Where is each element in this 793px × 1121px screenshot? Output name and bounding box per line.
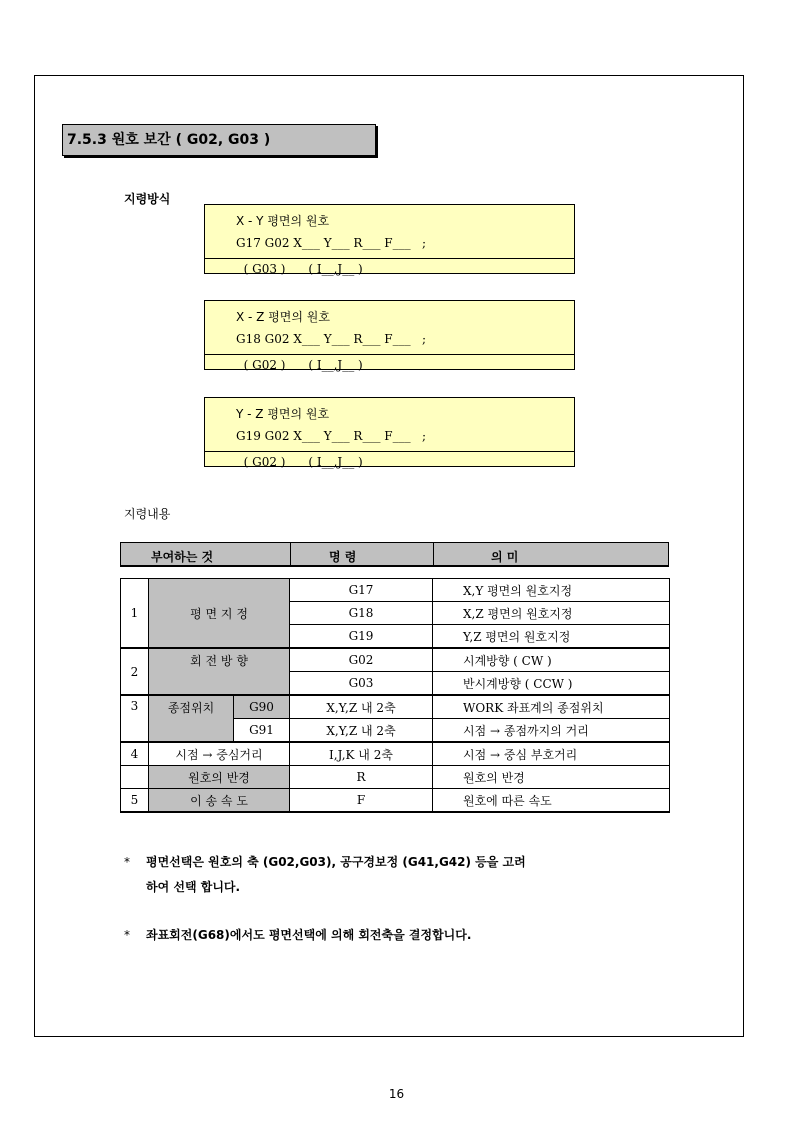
command-content-label: 지령내용 [124,507,171,521]
command-cell: R [290,766,433,789]
command-cell: G17 [290,579,433,602]
table-row [121,648,670,672]
row-label: 종점위치 [149,695,234,742]
format-box-plane: X - Y 평면의 원호 [236,214,330,228]
sub-label-cell: G90 [234,695,290,719]
format-box-yz [204,397,575,467]
command-cell: X,Y,Z 내 2축 [290,719,433,743]
row-number: 2 [121,648,149,695]
table-row [121,695,670,719]
command-format-label: 지령방식 [124,192,171,206]
row-label: 이 송 속 도 [149,789,290,813]
note-text: 좌표회전(G68)에서도 평면선택에 의해 회전축을 결정합니다. [146,928,472,942]
table-row [121,579,670,602]
meaning-cell: 원호의 반경 [433,766,670,789]
command-table [120,578,670,813]
sub-label-cell: G91 [234,719,290,743]
format-box-line: G17 G02 X___ Y___ R___ F___ ; [236,236,427,250]
table-row [121,766,670,789]
row-number: 5 [121,789,149,813]
table-header [120,542,669,567]
note-plane-selection [124,853,526,870]
note-plane-selection-cont: 하여 선택 합니다. [146,880,241,894]
note-coordinate-rotation [124,926,471,943]
command-cell: G18 [290,602,433,625]
meaning-cell: X,Z 평면의 원호지정 [433,602,670,625]
format-box-xz [204,300,575,370]
format-box-line: G18 G02 X___ Y___ R___ F___ ; [236,332,427,346]
format-box-plane: Y - Z 평면의 원호 [236,407,330,421]
format-box-xy [204,204,575,274]
row-number: 4 [121,742,149,766]
command-cell: G03 [290,672,433,696]
command-cell: X,Y,Z 내 2축 [290,695,433,719]
row-label: 평 면 지 정 [149,579,290,649]
meaning-cell: Y,Z 평면의 원호지정 [433,625,670,649]
section-title: 7.5.3 원호 보간 ( G02, G03 ) [62,124,376,156]
row-label: 회 전 방 향 [149,648,290,695]
page-number: 16 [388,1087,405,1101]
meaning-cell: 반시계방향 ( CCW ) [433,672,670,696]
format-box-plane: X - Z 평면의 원호 [236,310,330,324]
note-text: 평면선택은 원호의 축 (G02,G03), 공구경보정 (G41,G42) 등을 고려 [146,855,526,869]
format-box-line: ( G03 ) ( I__,J__ ) [236,262,363,276]
meaning-cell: WORK 좌표계의 종점위치 [433,695,670,719]
row-number: 1 [121,579,149,649]
format-box-line: ( G02 ) ( I__,J__ ) [236,455,363,469]
meaning-cell: X,Y 평면의 원호지정 [433,579,670,602]
command-cell: I,J,K 내 2축 [290,742,433,766]
bullet-star: * [124,855,130,869]
header-col1: 부여하는 것 [151,550,214,564]
meaning-cell: 원호에 따른 속도 [433,789,670,813]
row-label: 시점 → 중심거리 [149,742,290,766]
format-box-line: ( G02 ) ( I__,J__ ) [236,358,363,372]
table-row [121,789,670,813]
header-col3: 의 미 [491,550,519,564]
command-cell: G02 [290,648,433,672]
meaning-cell: 시점 → 중심 부호거리 [433,742,670,766]
meaning-cell: 시점 → 종점까지의 거리 [433,719,670,743]
header-col2: 명 령 [329,550,357,564]
row-number: 3 [121,695,149,742]
table-row [121,742,670,766]
command-cell: F [290,789,433,813]
command-cell: G19 [290,625,433,649]
row-label: 원호의 반경 [149,766,290,789]
bullet-star: * [124,928,130,942]
format-box-line: G19 G02 X___ Y___ R___ F___ ; [236,429,427,443]
meaning-cell: 시계방향 ( CW ) [433,648,670,672]
